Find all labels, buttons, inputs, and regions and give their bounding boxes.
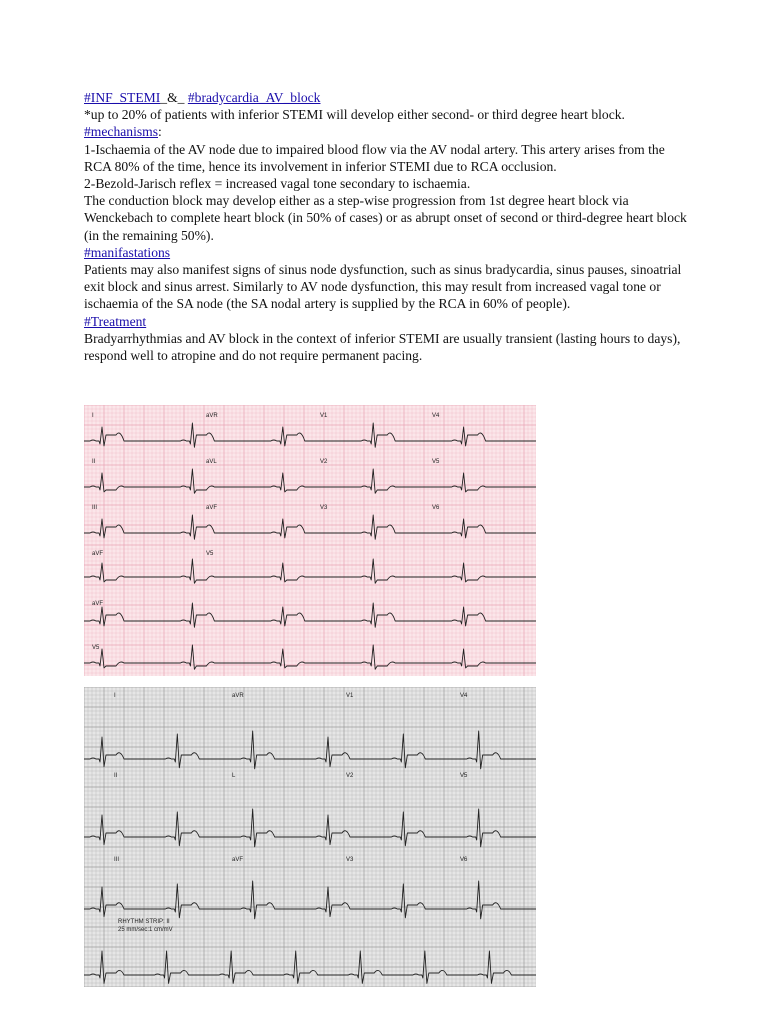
- ecg-gray-lead-label: aVF: [232, 857, 244, 863]
- ecg-gray-svg: [84, 687, 536, 987]
- ecg-gray-lead-label: I: [114, 693, 116, 699]
- hashtag-inf-stemi-link[interactable]: #INF_STEMI: [84, 90, 161, 105]
- ecg-gray-lead-label: III: [114, 857, 120, 863]
- mechanisms-heading-line: [84, 123, 694, 140]
- ecg-gray-lead-label: aVR: [232, 693, 244, 699]
- ecg-pink-lead-label: V5: [92, 645, 100, 651]
- progression-paragraph: The conduction block may develop either as a step-wise progression from 1st degree heart block via Wenckebach to complete heart block (in 50% of cases) or as abrupt onset of second or third-degree heart block (in the remaining 50%).: [84, 193, 687, 243]
- ecg-pink-lead-label: I: [92, 413, 94, 419]
- ecg-pink-lead-label: aVF: [206, 505, 218, 511]
- ecg-gray-lead-label: V5: [460, 773, 468, 779]
- ecg-pink-lead-label: V5: [206, 551, 214, 557]
- ecg-pink-svg: [84, 405, 536, 676]
- rhythm-strip-label: RHYTHM STRIP: II: [118, 919, 170, 925]
- ecg-pink-lead-label: V6: [432, 505, 440, 511]
- hashtag-mechanisms-link[interactable]: #mechanisms: [84, 124, 158, 140]
- intro-paragraph: *up to 20% of patients with inferior STEMI will develop either second- or third degree heart block.: [84, 107, 625, 123]
- ecg-gray-lead-label: V3: [346, 857, 354, 863]
- ecg-gray-lead-label: L: [232, 773, 236, 779]
- ecg-pink-lead-label: II: [92, 459, 96, 465]
- mechanism-point-2: 2-Bezold-Jarisch reflex = increased vagal tone secondary to ischaemia.: [84, 176, 471, 192]
- ecg-pink-lead-label: V3: [320, 505, 328, 511]
- manifestations-paragraph: Patients may also manifest signs of sinus node dysfunction, such as sinus bradycardia, sinus pauses, sinoatrial exit block and sinus arrest. Similarly to AV node dysfunction, this may result from increased vagal tone or ischaemia of the SA node (the SA nodal artery is supplied by the RCA in 60% of people).: [84, 262, 682, 312]
- ecg-gray-lead-label: V1: [346, 693, 354, 699]
- hashtag-treatment-link[interactable]: #Treatment: [84, 313, 147, 329]
- ecg-pink-lead-label: V2: [320, 459, 328, 465]
- ecg-pink-lead-label: aVL: [206, 459, 217, 465]
- mechanism-point-1: 1-Ischaemia of the AV node due to impaired blood flow via the AV nodal artery. This artery arises from the RCA 80% of the time, hence its involvement in inferior STEMI due to RCA occlusion.: [84, 141, 665, 174]
- ecg-gray-lead-label: V4: [460, 693, 468, 699]
- rhythm-strip-speed-label: 25 mm/sec:1 cm/mV: [118, 927, 173, 933]
- ecg-gray-lead-label: V6: [460, 857, 468, 863]
- ecg-pink-lead-label: aVF: [92, 601, 104, 607]
- hashtag-manifestations-link[interactable]: #manifastations: [84, 244, 171, 260]
- ecg-pink-lead-label: V4: [432, 413, 440, 419]
- hashtag-bradycardia-link[interactable]: #bradycardia_AV_block: [187, 90, 321, 105]
- treatment-paragraph: Bradyarrhythmias and AV block in the context of inferior STEMI are usually transient (lasting hours to days), respond well to atropine and do not require permanent pacing.: [84, 330, 681, 364]
- title-separator: _&_: [160, 90, 185, 105]
- ecg-pink-lead-label: aVF: [92, 551, 104, 557]
- treatment-heading-line: [84, 313, 694, 330]
- manifestations-heading-line: [84, 244, 694, 261]
- ecg-image-pink: [84, 405, 536, 676]
- ecg-pink-lead-label: III: [92, 505, 98, 511]
- ecg-gray-lead-label: II: [114, 773, 118, 779]
- document-body: [84, 89, 694, 364]
- ecg-pink-lead-label: V5: [432, 459, 440, 465]
- ecg-paper: [84, 405, 536, 676]
- mechanisms-colon: :: [158, 124, 162, 140]
- ecg-image-gray: [84, 687, 536, 987]
- ecg-pink-lead-label: V1: [320, 413, 328, 419]
- title-line: [84, 89, 694, 106]
- ecg-gray-lead-label: V2: [346, 773, 354, 779]
- ecg-pink-lead-label: aVR: [206, 413, 218, 419]
